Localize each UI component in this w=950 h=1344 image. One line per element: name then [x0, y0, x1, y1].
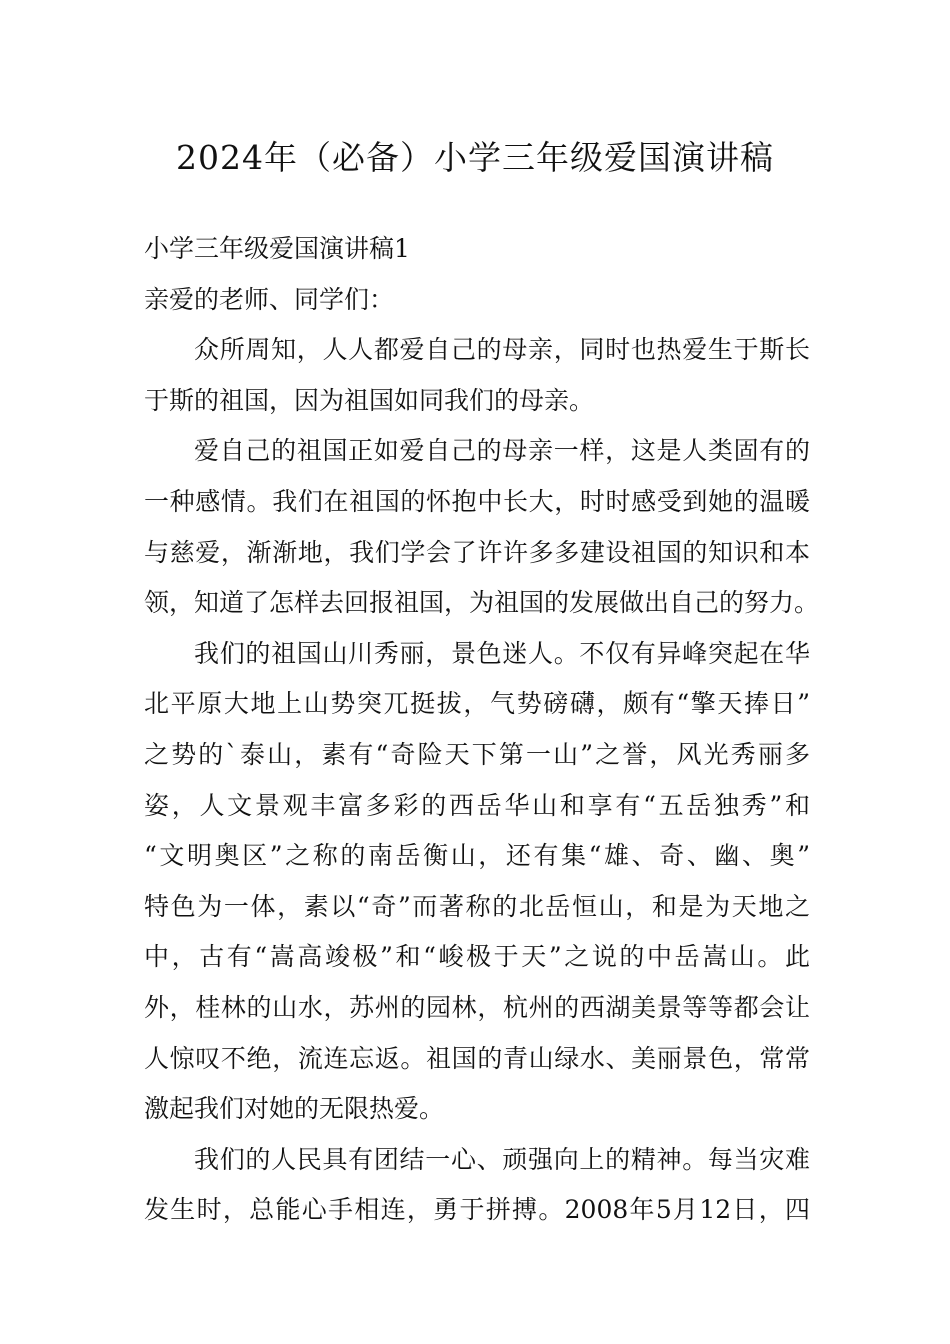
- paragraph-line: 姿，人文景观丰富多彩的西岳华山和享有“五岳独秀”和: [144, 790, 810, 820]
- paragraph-line: “文明奥区”之称的南岳衡山，还有集“雄、奇、幽、奥”: [144, 841, 810, 871]
- paragraph-line: 我们的人民具有团结一心、顽强向上的精神。每当灾难: [194, 1144, 810, 1174]
- paragraph-line: 众所周知，人人都爱自己的母亲，同时也热爱生于斯长: [194, 335, 810, 365]
- paragraph-line: 一种感情。我们在祖国的怀抱中长大，时时感受到她的温暖: [144, 486, 810, 516]
- paragraph-line: 爱自己的祖国正如爱自己的母亲一样，这是人类固有的: [194, 436, 810, 466]
- paragraph-line: 于斯的祖国，因为祖国如同我们的母亲。: [144, 385, 595, 415]
- paragraph-line: 领，知道了怎样去回报祖国，为祖国的发展做出自己的努力。: [144, 588, 820, 618]
- paragraph-line: 中，古有“嵩高竣极”和“峻极于天”之说的中岳嵩山。此: [144, 942, 810, 972]
- document-title: 2024年（必备）小学三年级爱国演讲稿: [176, 138, 774, 177]
- paragraph-line: 外，桂林的山水，苏州的园林，杭州的西湖美景等等都会让: [144, 992, 810, 1022]
- paragraph-line: 人惊叹不绝，流连忘返。祖国的青山绿水、美丽景色，常常: [144, 1043, 810, 1073]
- salutation: 亲爱的老师、同学们：: [144, 284, 395, 314]
- document-body: [144, 224, 820, 1236]
- paragraph-line: 与慈爱，渐渐地，我们学会了许许多多建设祖国的知识和本: [144, 537, 810, 567]
- paragraph-line: 激起我们对她的无限热爱。: [144, 1094, 445, 1124]
- paragraph-line: 北平原大地上山势突兀挺拔，气势磅礴，颇有“擎天捧日”: [144, 689, 810, 719]
- paragraph-line: 我们的祖国山川秀丽，景色迷人。不仅有异峰突起在华: [194, 638, 810, 668]
- paragraph-line: 特色为一体，素以“奇”而著称的北岳恒山，和是为天地之: [144, 891, 810, 921]
- section-heading: 小学三年级爱国演讲稿1: [144, 234, 410, 263]
- paragraph-line: 发生时，总能心手相连，勇于拼搏。2008年5月12日，四: [144, 1195, 810, 1225]
- paragraph-line: 之势的`泰山，素有“奇险天下第一山”之誉，风光秀丽多: [144, 739, 810, 769]
